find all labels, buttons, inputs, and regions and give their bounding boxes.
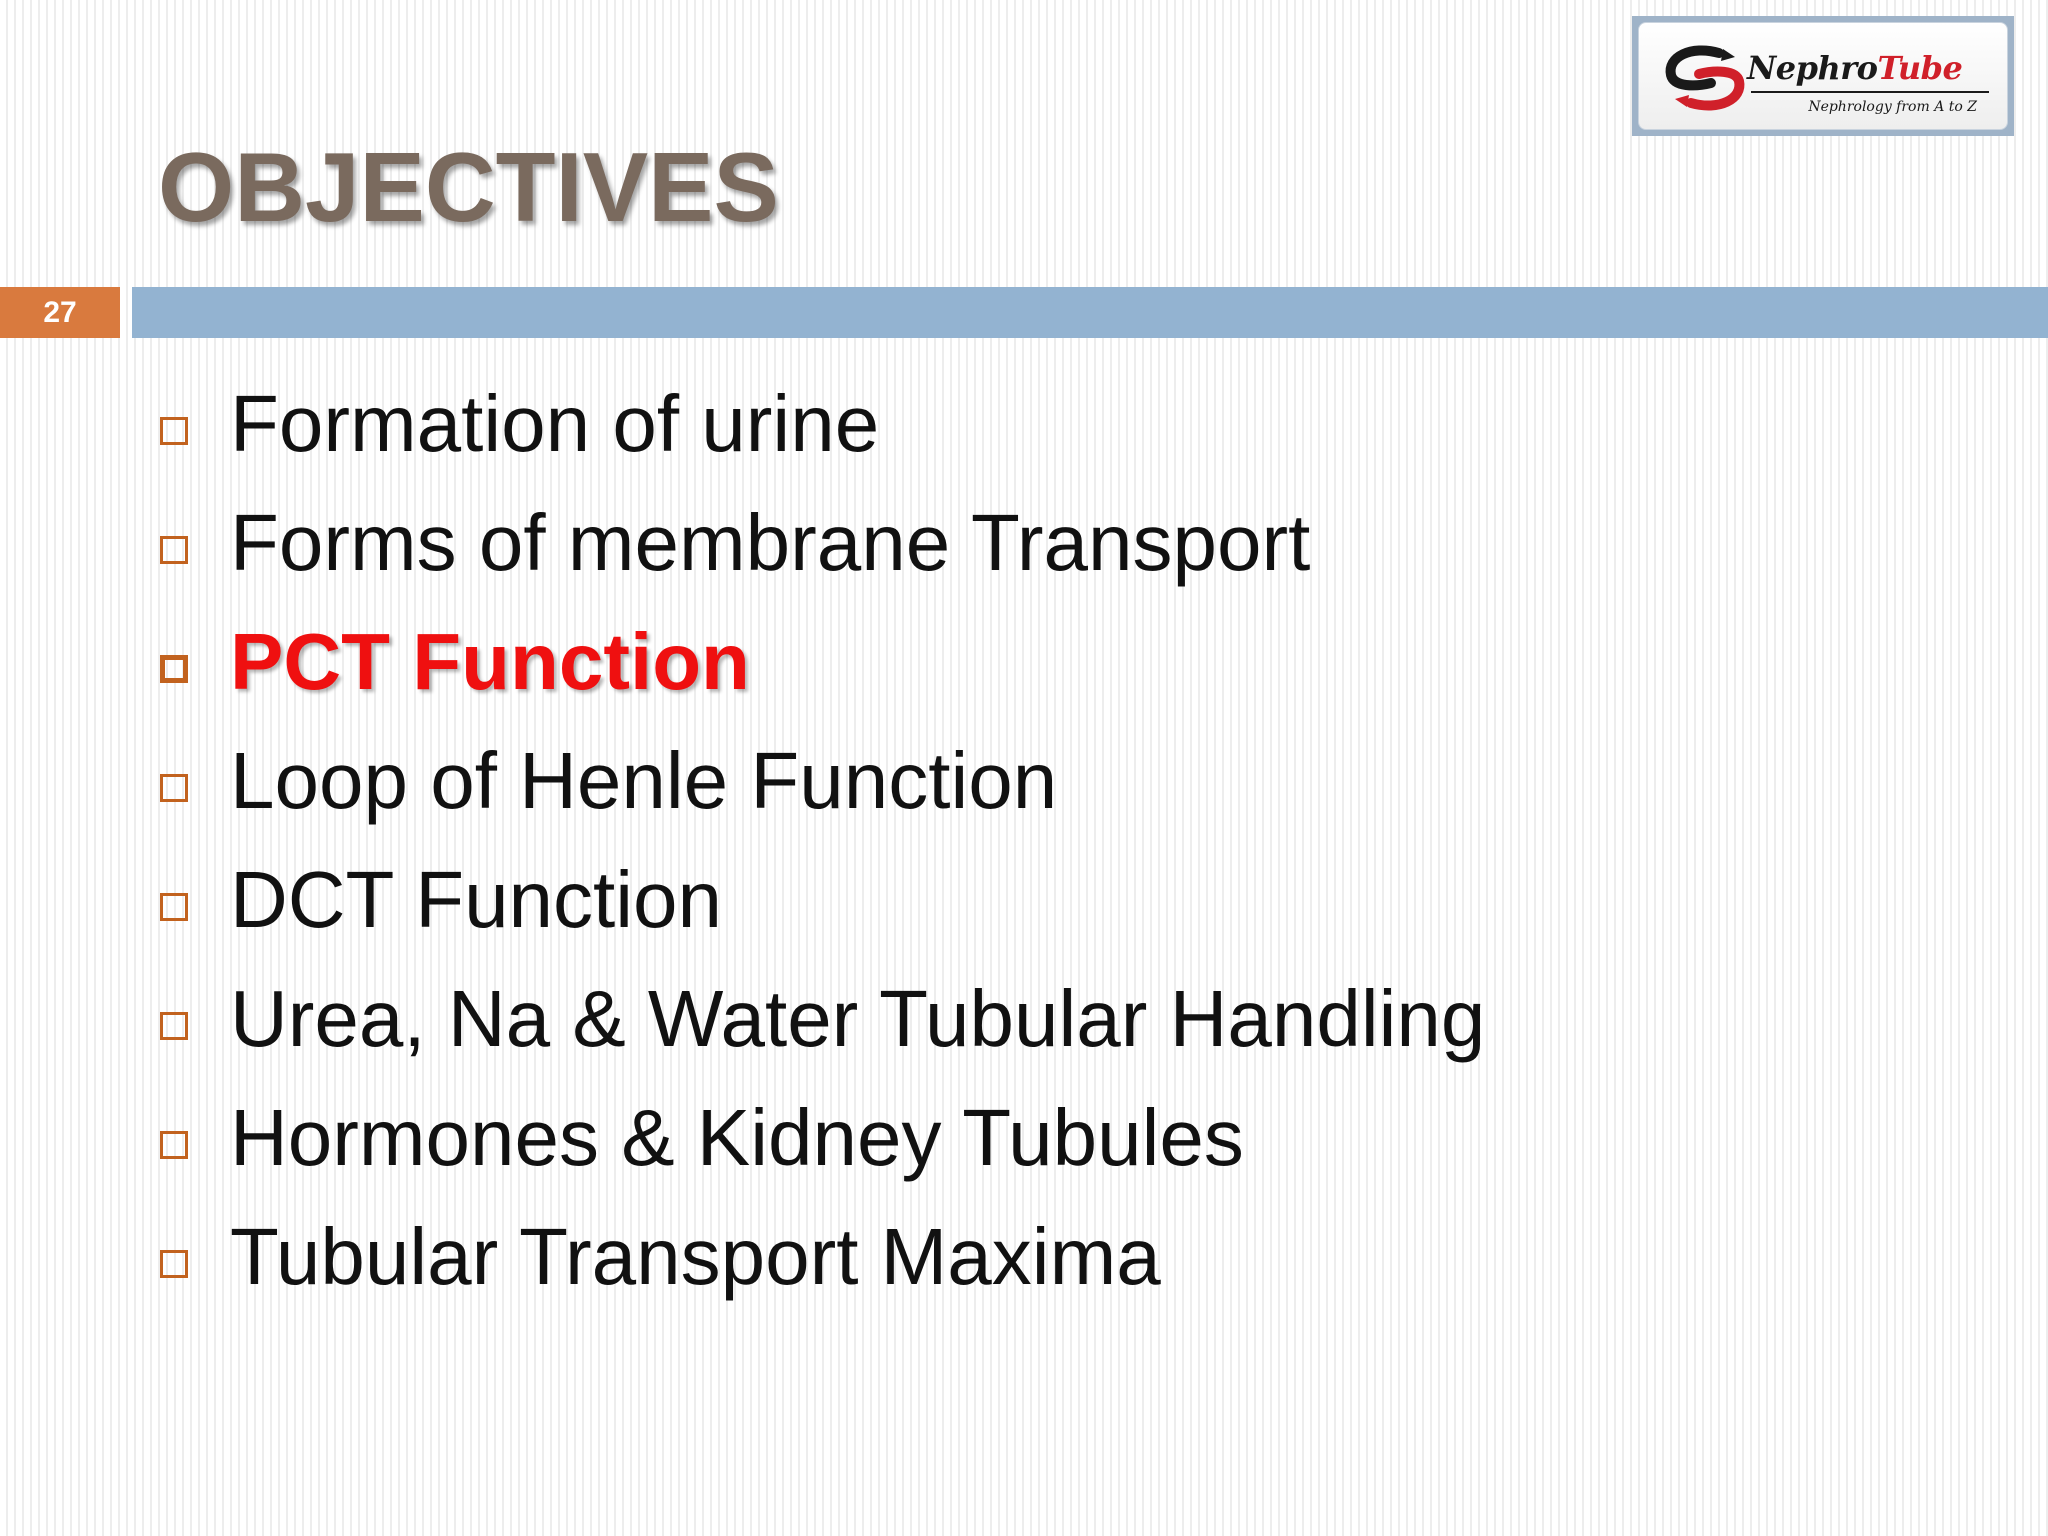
logo-wordmark xyxy=(1747,49,1962,87)
logo-wordmark-part2: Tube xyxy=(1877,49,1963,87)
title-divider-bar xyxy=(132,287,2048,338)
nephrotube-logo xyxy=(1632,16,2014,136)
hollow-square-bullet-icon xyxy=(160,655,188,683)
logo-panel xyxy=(1638,22,2008,130)
objective-item xyxy=(160,840,1485,959)
objective-item xyxy=(160,1197,1485,1316)
objectives-list xyxy=(160,364,1485,1316)
hollow-square-bullet-icon xyxy=(160,1250,188,1278)
objective-label: PCT Function xyxy=(230,616,750,706)
logo-underline xyxy=(1751,91,1989,93)
hollow-square-bullet-icon xyxy=(160,1131,188,1159)
objective-label: DCT Function xyxy=(230,854,723,944)
objective-item xyxy=(160,483,1485,602)
objective-label: Formation of urine xyxy=(230,378,880,468)
objective-item xyxy=(160,364,1485,483)
page-number-badge: 27 xyxy=(0,287,120,338)
objective-label: Urea, Na & Water Tubular Handling xyxy=(230,973,1486,1063)
objective-item xyxy=(160,721,1485,840)
hollow-square-bullet-icon xyxy=(160,893,188,921)
hollow-square-bullet-icon xyxy=(160,417,188,445)
objective-item xyxy=(160,959,1485,1078)
slide-title: OBJECTIVES xyxy=(158,132,779,242)
objective-label: Forms of membrane Transport xyxy=(230,497,1311,587)
hollow-square-bullet-icon xyxy=(160,536,188,564)
objective-item xyxy=(160,1078,1485,1197)
objective-label: Loop of Henle Function xyxy=(230,735,1058,825)
objective-item-highlighted xyxy=(160,602,1485,721)
logo-tagline: Nephrology from A to Z xyxy=(1808,99,1977,115)
hollow-square-bullet-icon xyxy=(160,1012,188,1040)
objective-label: Tubular Transport Maxima xyxy=(230,1211,1161,1301)
objective-label: Hormones & Kidney Tubules xyxy=(230,1092,1244,1182)
hollow-square-bullet-icon xyxy=(160,774,188,802)
logo-wordmark-part1: Nephro xyxy=(1747,49,1878,87)
nephrotube-swirl-logo-icon xyxy=(1661,43,1747,113)
